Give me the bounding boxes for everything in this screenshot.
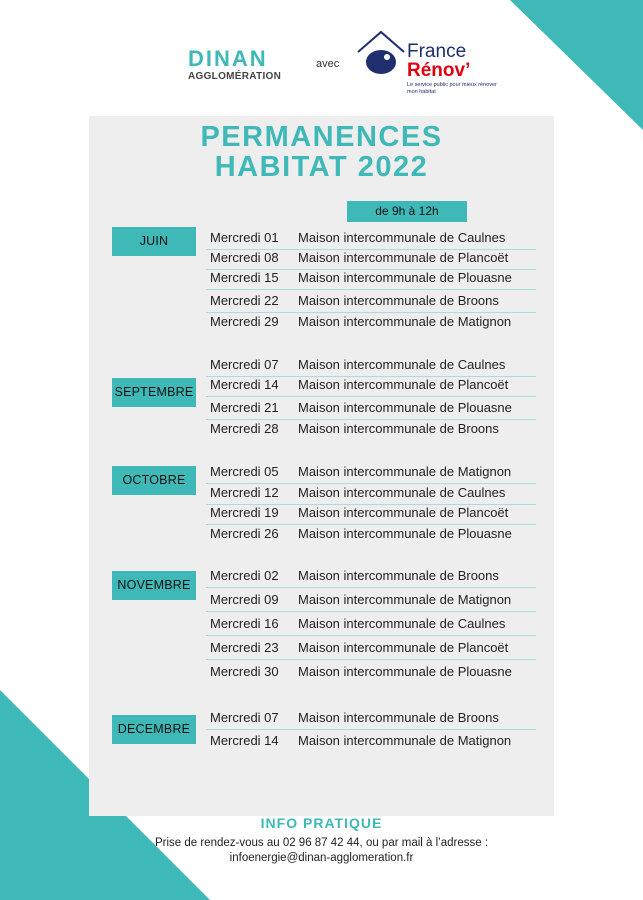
info-line-phone: Prise de rendez-vous au 02 96 87 42 44, ou par mail à l’adresse :: [154, 837, 489, 849]
row-location: Maison intercommunale de Plancoët: [298, 505, 509, 520]
row-day: Mercredi 16: [210, 616, 279, 631]
france-renov-tagline: Le service public pour mieux rénover mon habitat: [407, 82, 497, 95]
row-location: Maison intercommunale de Broons: [298, 293, 499, 308]
row-day: Mercredi 09: [210, 592, 279, 607]
row-location: Maison intercommunale de Broons: [298, 568, 499, 583]
schedule-row: [206, 248, 536, 270]
row-location: Maison intercommunale de Matignon: [298, 314, 512, 329]
row-day: Mercredi 21: [210, 400, 279, 415]
row-day: Mercredi 08: [210, 250, 279, 265]
row-day: Mercredi 30: [210, 664, 279, 679]
schedule-row: [206, 291, 536, 313]
row-day: Mercredi 05: [210, 464, 279, 479]
schedule-row: [206, 614, 536, 636]
row-location: Maison intercommunale de Plouasne: [298, 526, 512, 541]
row-location: Maison intercommunale de Broons: [298, 421, 499, 436]
schedule-row: [206, 419, 536, 440]
row-location: Maison intercommunale de Plouasne: [298, 400, 512, 415]
schedule-row: [206, 268, 536, 290]
info-title: INFO PRATIQUE: [260, 815, 383, 831]
dinan-logo-name: DINAN: [188, 46, 268, 71]
row-day: Mercredi 01: [210, 230, 279, 245]
header-logos: [0, 28, 643, 108]
info-email: infoenergie@dinan-agglomeration.fr: [229, 852, 414, 864]
row-day: Mercredi 26: [210, 526, 279, 541]
schedule-row: [206, 398, 536, 420]
row-location: Maison intercommunale de Caulnes: [298, 357, 506, 372]
row-day: Mercredi 23: [210, 640, 279, 655]
month-label-novembre: NOVEMBRE: [112, 571, 196, 600]
row-day: Mercredi 22: [210, 293, 279, 308]
page-title: [89, 122, 554, 182]
schedule-row: [206, 355, 536, 377]
france-renov-house-icon: [356, 30, 406, 80]
schedule-row: [206, 662, 536, 683]
schedule-row: [206, 228, 536, 250]
schedule-row: [206, 638, 536, 660]
schedule-row: [206, 462, 536, 484]
row-day: Mercredi 29: [210, 314, 279, 329]
row-day: Mercredi 02: [210, 568, 279, 583]
schedule-row: [206, 708, 536, 730]
row-location: Maison intercommunale de Plancoët: [298, 377, 509, 392]
schedule-row: [206, 503, 536, 525]
row-day: Mercredi 14: [210, 377, 279, 392]
row-location: Maison intercommunale de Broons: [298, 710, 499, 725]
month-label-septembre: SEPTEMBRE: [112, 378, 196, 407]
row-location: Maison intercommunale de Matignon: [298, 733, 512, 748]
row-location: Maison intercommunale de Caulnes: [298, 230, 506, 245]
schedule-row: [206, 312, 536, 333]
row-day: Mercredi 14: [210, 733, 279, 748]
france-renov-logo: [407, 42, 502, 96]
row-location: Maison intercommunale de Plancoët: [298, 250, 509, 265]
dinan-logo-sub: AGGLOMÉRATION: [188, 71, 282, 82]
row-location: Maison intercommunale de Matignon: [298, 464, 512, 479]
schedule-row: [206, 483, 536, 505]
row-day: Mercredi 28: [210, 421, 279, 436]
schedule-row: [206, 590, 536, 612]
dinan-logo: [188, 48, 281, 82]
avec-text: avec: [316, 58, 340, 70]
month-label-decembre: DECEMBRE: [112, 715, 196, 744]
row-location: Maison intercommunale de Plouasne: [298, 664, 512, 679]
france-renov-line1: France: [407, 41, 467, 62]
france-renov-line2: Rénov’: [407, 60, 471, 81]
title-line2: HABITAT 2022: [214, 151, 429, 183]
schedule-row: [206, 731, 536, 752]
row-day: Mercredi 07: [210, 710, 279, 725]
row-location: Maison intercommunale de Matignon: [298, 592, 512, 607]
title-line1: PERMANENCES: [200, 121, 443, 153]
row-location: Maison intercommunale de Plouasne: [298, 270, 512, 285]
hours-badge: de 9h à 12h: [347, 201, 467, 222]
row-day: Mercredi 12: [210, 485, 279, 500]
schedule-row: [206, 375, 536, 397]
schedule-row: [206, 524, 536, 545]
month-label-juin: JUIN: [112, 227, 196, 256]
row-location: Maison intercommunale de Plancoët: [298, 640, 509, 655]
month-label-octobre: OCTOBRE: [112, 466, 196, 495]
row-location: Maison intercommunale de Caulnes: [298, 485, 506, 500]
row-location: Maison intercommunale de Caulnes: [298, 616, 506, 631]
row-day: Mercredi 19: [210, 505, 279, 520]
schedule-row: [206, 566, 536, 588]
row-day: Mercredi 15: [210, 270, 279, 285]
row-day: Mercredi 07: [210, 357, 279, 372]
